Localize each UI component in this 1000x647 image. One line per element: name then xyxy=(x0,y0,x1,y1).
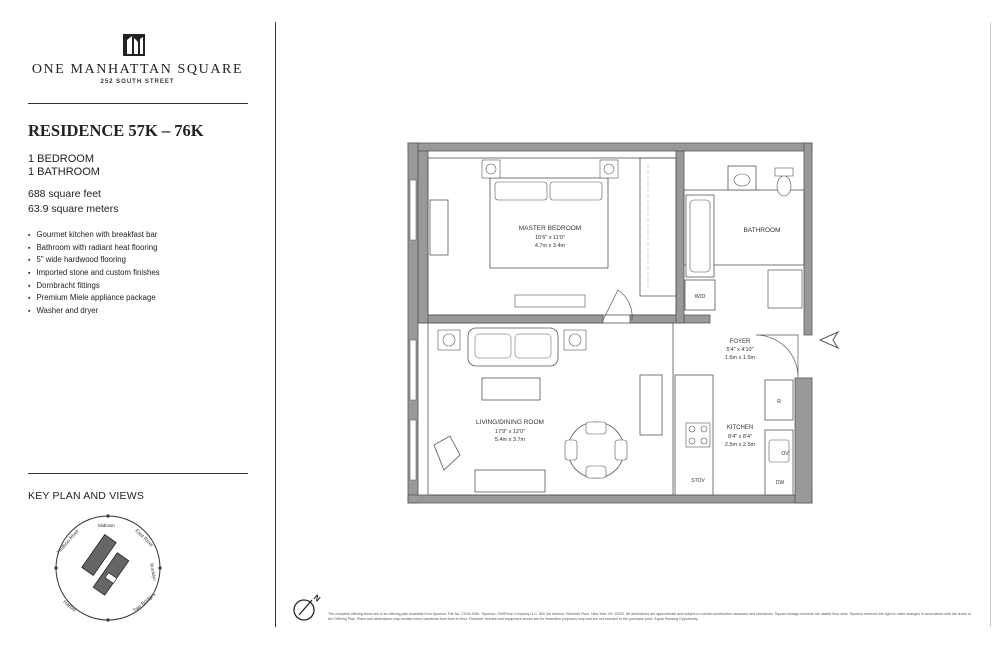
bedroom-closet xyxy=(640,158,676,296)
linen-closet xyxy=(768,270,802,308)
floor-plan xyxy=(400,140,820,505)
building-footprint xyxy=(82,535,129,596)
living-dim-ft: 17'9" x 12'0" xyxy=(494,429,526,435)
kitchen-dim-ft: 8'4" x 8'4" xyxy=(727,434,753,440)
dining-chair xyxy=(615,440,627,460)
side-table xyxy=(438,330,460,350)
dining-chair xyxy=(586,466,606,478)
area-square-meters: 63.9 square meters xyxy=(28,203,119,215)
view-label-east: East River xyxy=(133,528,155,549)
coffee-table xyxy=(482,378,540,400)
living-dim-m: 5.4m x 3.7m xyxy=(494,437,526,443)
foyer-label: FOYER xyxy=(729,339,751,345)
master-bedroom-dim-m: 4.7m x 3.4m xyxy=(534,243,566,249)
stove-label: STOV xyxy=(691,478,705,484)
building-logo-icon xyxy=(122,33,146,57)
entry-door-swing xyxy=(756,335,798,378)
feature-item: ▪ Bathroom with radiant heat flooring xyxy=(28,242,160,255)
dining-chair xyxy=(586,422,606,434)
kitchen-dim-m: 2.5m x 2.5m xyxy=(724,442,756,448)
cooktop xyxy=(686,423,710,447)
view-label-harbor: Harbor xyxy=(61,599,78,614)
north-arrow-icon xyxy=(290,588,326,624)
tv-console xyxy=(515,295,585,307)
view-label-hudson: Hudson River xyxy=(55,528,81,556)
dining-chair xyxy=(565,440,577,460)
feature-item: ▪ Premium Miele appliance package xyxy=(28,292,160,305)
feature-item: ▪ Gourmet kitchen with breakfast bar xyxy=(28,229,160,242)
window-strip xyxy=(410,420,416,480)
toilet-bowl xyxy=(777,176,791,196)
north-label: N xyxy=(311,592,323,604)
key-plan-tick xyxy=(106,514,109,517)
sink xyxy=(728,166,756,190)
key-plan-heading: KEY PLAN AND VIEWS xyxy=(28,490,145,502)
bathtub-inner xyxy=(690,200,710,272)
pillow xyxy=(550,182,602,200)
sofa-cushion xyxy=(475,334,511,358)
brand-name: ONE MANHATTAN SQUARE xyxy=(31,62,244,77)
wd-label: W/D xyxy=(694,294,706,300)
panel-divider xyxy=(275,22,276,627)
media-console xyxy=(475,470,545,492)
key-plan-tick xyxy=(106,618,109,621)
bedroom-count: 1 BEDROOM xyxy=(28,153,95,165)
foyer-dim-m: 1.6m x 1.5m xyxy=(724,355,756,361)
foyer-dim-ft: 5'4" x 4'10" xyxy=(726,347,754,353)
bathroom-count: 1 BATHROOM xyxy=(28,166,100,178)
feature-item: ▪ Washer and dryer xyxy=(28,305,160,318)
pillow xyxy=(495,182,547,200)
divider xyxy=(28,473,248,474)
side-table xyxy=(564,330,586,350)
area-square-feet: 688 square feet xyxy=(28,188,101,200)
page-edge-right xyxy=(990,22,991,627)
master-bedroom-label: MASTER BEDROOM xyxy=(518,225,582,232)
bedroom-door-swing xyxy=(603,290,632,320)
key-plan-tick xyxy=(54,566,57,569)
view-label-midtown: Midtown xyxy=(98,523,115,528)
nightstand xyxy=(600,160,618,178)
dresser xyxy=(430,200,448,255)
entry-arrow-icon xyxy=(818,330,842,350)
fridge-label: R xyxy=(777,399,781,405)
view-label-brooklyn: Brooklyn xyxy=(149,562,158,581)
view-label-two-bridges: Two Bridges xyxy=(132,591,158,614)
oven-label: OV xyxy=(781,451,789,457)
nightstand xyxy=(482,160,500,178)
kitchen-label: KITCHEN xyxy=(726,425,754,431)
window-strip xyxy=(410,340,416,400)
key-plan-diagram xyxy=(40,505,180,625)
key-plan-tick xyxy=(158,566,161,569)
armchair xyxy=(434,436,460,470)
legal-disclaimer: The complete offering terms are in an offering plan available from Sponsor. File No. CD16-0081. Sponsor: OMSFinal Company LLC, 800 3rd Avenue, Eleventh Floor, New York, NY 10022. All dimensions are approximate and subject to normal construction variances and tolerances. Square footage exceeds the usable floor area. Sponsor reserves the right to make changes in accordance with the terms of the Offering Plan. Plans and dimensions may contain minor variations from floor to floor. Furniture, fixtures and equipment shown are for illustrative purposes only and are not included in the purchase price. Equal Housing Opportunity. xyxy=(328,612,971,621)
divider xyxy=(28,103,248,104)
feature-list xyxy=(28,229,160,318)
toilet-tank xyxy=(775,168,793,176)
bathroom-label: BATHROOM xyxy=(743,227,781,234)
brand-address: 252 SOUTH STREET xyxy=(100,79,175,85)
residence-title: RESIDENCE 57K – 76K xyxy=(28,121,204,140)
feature-item: ▪ Dornbracht fittings xyxy=(28,280,160,293)
feature-item: ▪ Imported stone and custom finishes xyxy=(28,267,160,280)
sofa-cushion xyxy=(515,334,551,358)
master-bedroom-dim-ft: 15'6" x 11'0" xyxy=(535,235,565,241)
living-label: LIVING/DINING ROOM xyxy=(476,419,544,426)
breakfast-bar xyxy=(640,375,662,435)
feature-item: ▪ 5" wide hardwood flooring xyxy=(28,254,160,267)
dishwasher-label: DW xyxy=(775,480,785,486)
window-strip xyxy=(410,180,416,240)
